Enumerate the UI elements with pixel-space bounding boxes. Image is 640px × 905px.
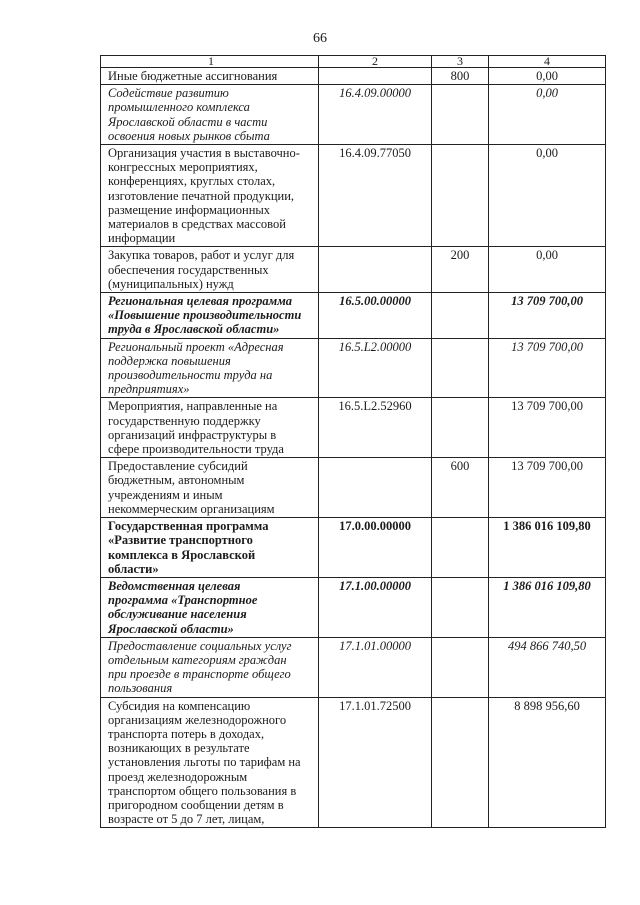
row-amount: 13 709 700,00 [489, 293, 606, 339]
table-row [101, 293, 606, 339]
table-row [101, 637, 606, 697]
row-code [319, 68, 432, 85]
row-expense-type [432, 338, 489, 398]
header-column-2: 2 [319, 56, 432, 68]
row-expense-type [432, 637, 489, 697]
row-name: Региональный проект «Адресная поддержка повышения производительности труда на предприятиях» [101, 338, 319, 398]
row-amount: 0,00 [489, 145, 606, 247]
row-expense-type: 800 [432, 68, 489, 85]
table-row [101, 577, 606, 637]
row-amount: 1 386 016 109,80 [489, 518, 606, 578]
table-row [101, 145, 606, 247]
row-expense-type [432, 518, 489, 578]
row-code: 16.4.09.77050 [319, 145, 432, 247]
row-amount: 0,00 [489, 247, 606, 293]
row-name: Государственная программа «Развитие транспортного комплекса в Ярославской области» [101, 518, 319, 578]
row-code: 16.5.L2.52960 [319, 398, 432, 458]
row-expense-type [432, 697, 489, 828]
row-name: Мероприятия, направленные на государственную поддержку организаций инфраструктуры в сфере производительности труда [101, 398, 319, 458]
row-code: 17.0.00.00000 [319, 518, 432, 578]
row-amount: 13 709 700,00 [489, 338, 606, 398]
row-expense-type [432, 85, 489, 145]
header-column-3: 3 [432, 56, 489, 68]
row-code: 16.4.09.00000 [319, 85, 432, 145]
row-expense-type [432, 577, 489, 637]
row-name: Предоставление социальных услуг отдельным категориям граждан при проезде в транспорте общего пользования [101, 637, 319, 697]
row-code: 16.5.L2.00000 [319, 338, 432, 398]
table-row [101, 68, 606, 85]
row-expense-type: 200 [432, 247, 489, 293]
table-row [101, 398, 606, 458]
row-name: Организация участия в выставочно- конгрессных мероприятиях, конференциях, круглых столах, изготовление печатной продукции, размещение информационных материалов в средствах массовой информации [101, 145, 319, 247]
row-code: 17.1.00.00000 [319, 577, 432, 637]
row-name: Субсидия на компенсацию организациям железнодорожного транспорта потерь в доходах, возникающих в результате установления льготы по тарифам на проезд железнодорожным транспортом общего пользования в пригородном сообщении детям в возрасте от 5 до 7 лет, лицам, [101, 697, 319, 828]
row-name: Предоставление субсидий бюджетным, автономным учреждениям и иным некоммерческим организациям [101, 458, 319, 518]
page-number: 66 [313, 31, 327, 46]
row-code: 17.1.01.00000 [319, 637, 432, 697]
table-row [101, 85, 606, 145]
table-row [101, 518, 606, 578]
row-name: Содействие развитию промышленного комплекса Ярославской области в части освоения новых рынков сбыта [101, 85, 319, 145]
row-amount: 0,00 [489, 68, 606, 85]
row-name: Иные бюджетные ассигнования [101, 68, 319, 85]
header-column-1: 1 [101, 56, 319, 68]
row-name: Ведомственная целевая программа «Транспортное обслуживание населения Ярославской области» [101, 577, 319, 637]
row-expense-type [432, 145, 489, 247]
table-row [101, 697, 606, 828]
row-expense-type [432, 293, 489, 339]
table-row [101, 458, 606, 518]
row-amount: 494 866 740,50 [489, 637, 606, 697]
row-code: 16.5.00.00000 [319, 293, 432, 339]
row-code [319, 458, 432, 518]
row-expense-type: 600 [432, 458, 489, 518]
row-name: Региональная целевая программа «Повышение производительности труда в Ярославской области» [101, 293, 319, 339]
row-amount: 1 386 016 109,80 [489, 577, 606, 637]
row-amount: 8 898 956,60 [489, 697, 606, 828]
header-column-4: 4 [489, 56, 606, 68]
table-row [101, 247, 606, 293]
row-code: 17.1.01.72500 [319, 697, 432, 828]
row-expense-type [432, 398, 489, 458]
table-row [101, 338, 606, 398]
row-amount: 13 709 700,00 [489, 398, 606, 458]
row-amount: 13 709 700,00 [489, 458, 606, 518]
row-code [319, 247, 432, 293]
table-header-row [101, 56, 606, 68]
row-name: Закупка товаров, работ и услуг для обеспечения государственных (муниципальных) нужд [101, 247, 319, 293]
budget-table [100, 55, 606, 828]
row-amount: 0,00 [489, 85, 606, 145]
